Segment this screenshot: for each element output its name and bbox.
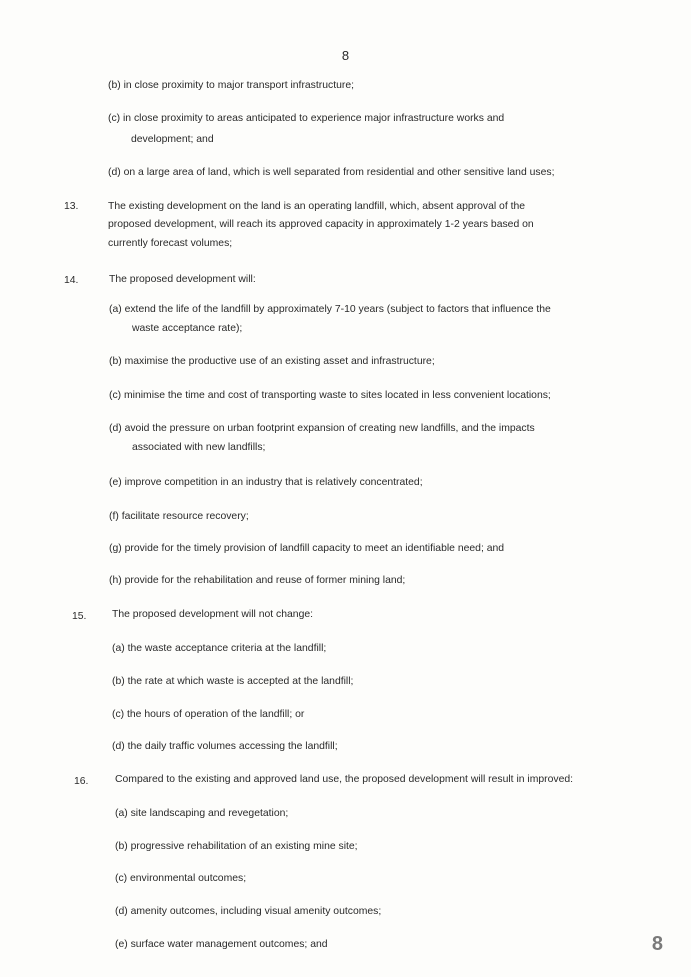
para-15-item-d: (d) the daily traffic volumes accessing the landfill;: [112, 741, 338, 752]
para-14-item-d-cont: associated with new landfills;: [132, 442, 266, 453]
para-14-number: 14.: [64, 275, 79, 286]
para-16-number: 16.: [74, 776, 89, 787]
para-13-number: 13.: [64, 201, 79, 212]
para-15-item-a: (a) the waste acceptance criteria at the landfill;: [112, 643, 327, 654]
para-15-text: The proposed development will not change:: [112, 609, 314, 620]
para-14-item-h: (h) provide for the rehabilitation and reuse of former mining land;: [109, 575, 406, 586]
para-16-text: Compared to the existing and approved land use, the proposed development will result in improved:: [115, 774, 574, 785]
list-item-d: (d) on a large area of land, which is well separated from residential and other sensitive land uses;: [108, 167, 555, 178]
para-16-item-d: (d) amenity outcomes, including visual amenity outcomes;: [115, 906, 382, 917]
para-14-item-g: (g) provide for the timely provision of landfill capacity to meet an identifiable need; and: [109, 543, 505, 554]
para-16-item-a: (a) site landscaping and revegetation;: [115, 808, 289, 819]
para-14-item-f: (f) facilitate resource recovery;: [109, 511, 249, 522]
para-14-item-d: (d) avoid the pressure on urban footprint expansion of creating new landfills, and the impacts: [109, 423, 535, 434]
para-16-item-b: (b) progressive rehabilitation of an existing mine site;: [115, 841, 358, 852]
page-number: 8: [341, 48, 350, 63]
para-15-item-b: (b) the rate at which waste is accepted at the landfill;: [112, 676, 354, 687]
list-item-c-cont: development; and: [131, 134, 214, 145]
para-14-item-a: (a) extend the life of the landfill by approximately 7-10 years (subject to factors that influence the: [109, 304, 551, 315]
para-14-text: The proposed development will:: [109, 274, 256, 285]
para-13-line3: currently forecast volumes;: [108, 238, 233, 249]
para-14-item-a-cont: waste acceptance rate);: [132, 323, 243, 334]
para-13-line2: proposed development, will reach its approved capacity in approximately 1-2 years based on: [108, 219, 534, 230]
list-item-c: (c) in close proximity to areas anticipated to experience major infrastructure works and: [108, 113, 505, 124]
para-14-item-b: (b) maximise the productive use of an existing asset and infrastructure;: [109, 356, 435, 367]
list-item-b: (b) in close proximity to major transport infrastructure;: [108, 80, 354, 91]
para-14-item-c: (c) minimise the time and cost of transporting waste to sites located in less convenient locations;: [109, 390, 551, 401]
para-16-item-e: (e) surface water management outcomes; and: [115, 939, 328, 950]
corner-page-number: 8: [651, 933, 663, 955]
para-13-line1: The existing development on the land is an operating landfill, which, absent approval of the: [108, 201, 526, 212]
para-15-item-c: (c) the hours of operation of the landfill; or: [112, 709, 305, 720]
para-16-item-c: (c) environmental outcomes;: [115, 873, 247, 884]
para-14-item-e: (e) improve competition in an industry that is relatively concentrated;: [109, 477, 423, 488]
para-15-number: 15.: [72, 611, 87, 622]
